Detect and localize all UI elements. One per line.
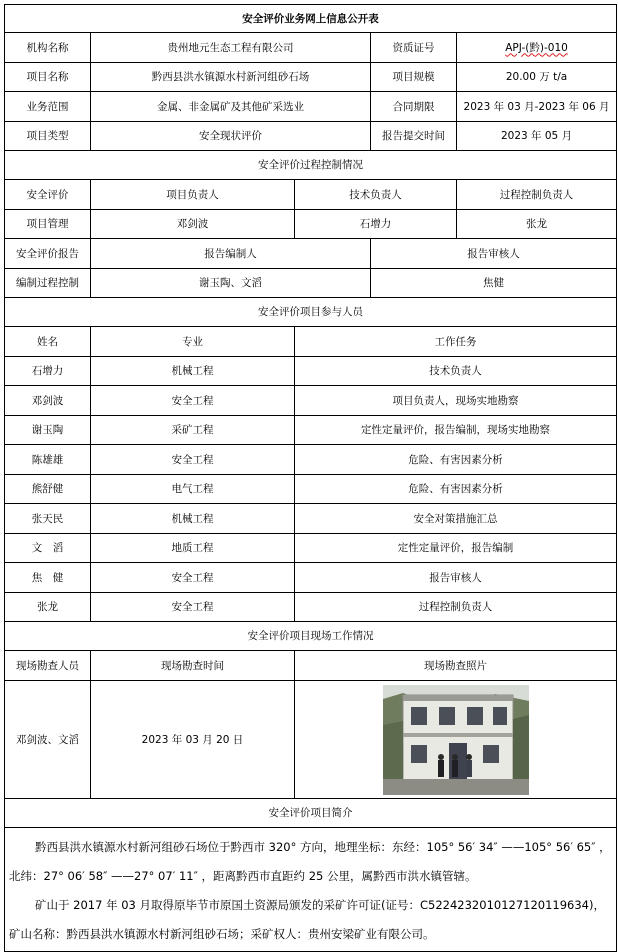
- staff-task: 过程控制负责人: [295, 593, 617, 622]
- staff-name: 张天民: [5, 504, 91, 534]
- intro-paragraph-1: 黔西县洪水镇源水村新河组砂石场位于黔西市 320° 方向，地理坐标：东经：105° 56′ 34″ ——105° 56′ 65″ ，北纬：27° 06′ 58″ ——27° 07′ 11″ ，距离黔西市直距约 25 公里，属黔西市洪水镇管辖。: [9, 840, 611, 883]
- period-label: 合同期限: [371, 92, 457, 122]
- staff-header-task: 工作任务: [295, 327, 617, 357]
- staff-major: 机械工程: [91, 504, 295, 534]
- writer-value: 谢玉陶、文滔: [91, 269, 371, 298]
- site-section-title: 安全评价项目现场工作情况: [5, 622, 617, 651]
- staff-task: 定性定量评价，报告编制，现场实地勘察: [295, 416, 617, 445]
- staff-task: 报告审核人: [295, 563, 617, 593]
- staff-name: 熊舒健: [5, 475, 91, 504]
- staff-header-name: 姓名: [5, 327, 91, 357]
- writer-header: 报告编制人: [91, 239, 371, 269]
- table-row: [5, 416, 617, 445]
- process-lead-value: 张龙: [457, 210, 617, 239]
- staff-name: 文 滔: [5, 534, 91, 563]
- table-row: [5, 563, 617, 593]
- staff-task: 技术负责人: [295, 357, 617, 386]
- cert-value: APJ-(黔)-010: [457, 33, 617, 63]
- staff-task: 危险、有害因素分析: [295, 475, 617, 504]
- mgmt-label-line2: 项目管理: [5, 210, 91, 239]
- staff-section-title: 安全评价项目参与人员: [5, 298, 617, 327]
- staff-name: 张龙: [5, 593, 91, 622]
- disclosure-table: [4, 4, 617, 952]
- project-label: 项目名称: [5, 63, 91, 92]
- project-lead-value: 邓剑波: [91, 210, 295, 239]
- site-header-time: 现场勘查时间: [91, 651, 295, 681]
- staff-major: 安全工程: [91, 593, 295, 622]
- staff-name: 焦 健: [5, 563, 91, 593]
- staff-major: 安全工程: [91, 386, 295, 416]
- intro-paragraph-2: 矿山于 2017 年 03 月取得原毕节市原国土资源局颁发的采矿许可证(证号：C5224232010127120119634)，矿山名称：黔西县洪水镇源水村新河组砂石场；采矿权人：贵州安梁矿业有限公司。: [9, 898, 605, 941]
- report-label-line2: 编制过程控制: [5, 269, 91, 298]
- process-lead-header: 过程控制负责人: [457, 180, 617, 210]
- site-header-people: 现场勘查人员: [5, 651, 91, 681]
- scale-label: 项目规模: [371, 63, 457, 92]
- site-people-value: 邓剑波、文滔: [5, 681, 91, 799]
- table-row: [5, 357, 617, 386]
- staff-major: 地质工程: [91, 534, 295, 563]
- staff-major: 安全工程: [91, 445, 295, 475]
- staff-name: 陈雄雄: [5, 445, 91, 475]
- project-lead-header: 项目负责人: [91, 180, 295, 210]
- staff-major: 电气工程: [91, 475, 295, 504]
- staff-name: 石增力: [5, 357, 91, 386]
- reviewer-header: 报告审核人: [371, 239, 617, 269]
- staff-major: 安全工程: [91, 563, 295, 593]
- staff-task: 危险、有害因素分析: [295, 445, 617, 475]
- tech-lead-value: 石增力: [295, 210, 457, 239]
- staff-task: 定性定量评价，报告编制: [295, 534, 617, 563]
- table-row: [5, 593, 617, 622]
- tech-lead-header: 技术负责人: [295, 180, 457, 210]
- mgmt-label-line1: 安全评价: [5, 180, 91, 210]
- table-row: [5, 386, 617, 416]
- submit-value: 2023 年 05 月: [457, 122, 617, 151]
- scale-value: 20.00 万 t/a: [457, 63, 617, 92]
- site-photo-cell: [295, 681, 617, 799]
- staff-task: 安全对策措施汇总: [295, 504, 617, 534]
- staff-major: 机械工程: [91, 357, 295, 386]
- org-value: 贵州地元生态工程有限公司: [91, 33, 371, 63]
- form-title: 安全评价业务网上信息公开表: [5, 5, 617, 33]
- intro-body: [5, 828, 617, 952]
- project-value: 黔西县洪水镇源水村新河组砂石场: [91, 63, 371, 92]
- table-row: [5, 445, 617, 475]
- scope-label: 业务范围: [5, 92, 91, 122]
- scope-value: 金属、非金属矿及其他矿采选业: [91, 92, 371, 122]
- type-value: 安全现状评价: [91, 122, 371, 151]
- org-label: 机构名称: [5, 33, 91, 63]
- table-row: [5, 475, 617, 504]
- staff-name: 邓剑波: [5, 386, 91, 416]
- submit-label: 报告提交时间: [371, 122, 457, 151]
- site-time-value: 2023 年 03 月 20 日: [91, 681, 295, 799]
- cert-label: 资质证号: [371, 33, 457, 63]
- staff-major: 采矿工程: [91, 416, 295, 445]
- period-value: 2023 年 03 月-2023 年 06 月: [457, 92, 617, 122]
- type-label: 项目类型: [5, 122, 91, 151]
- site-header-photo: 现场勘查照片: [295, 651, 617, 681]
- staff-header-major: 专业: [91, 327, 295, 357]
- intro-section-title: 安全评价项目简介: [5, 799, 617, 828]
- report-label-line1: 安全评价报告: [5, 239, 91, 269]
- disclosure-form: [4, 4, 616, 948]
- staff-name: 谢玉陶: [5, 416, 91, 445]
- building-photo-icon: [383, 685, 529, 795]
- table-row: [5, 534, 617, 563]
- table-row: [5, 504, 617, 534]
- reviewer-value: 焦健: [371, 269, 617, 298]
- staff-task: 项目负责人，现场实地勘察: [295, 386, 617, 416]
- process-section-title: 安全评价过程控制情况: [5, 151, 617, 180]
